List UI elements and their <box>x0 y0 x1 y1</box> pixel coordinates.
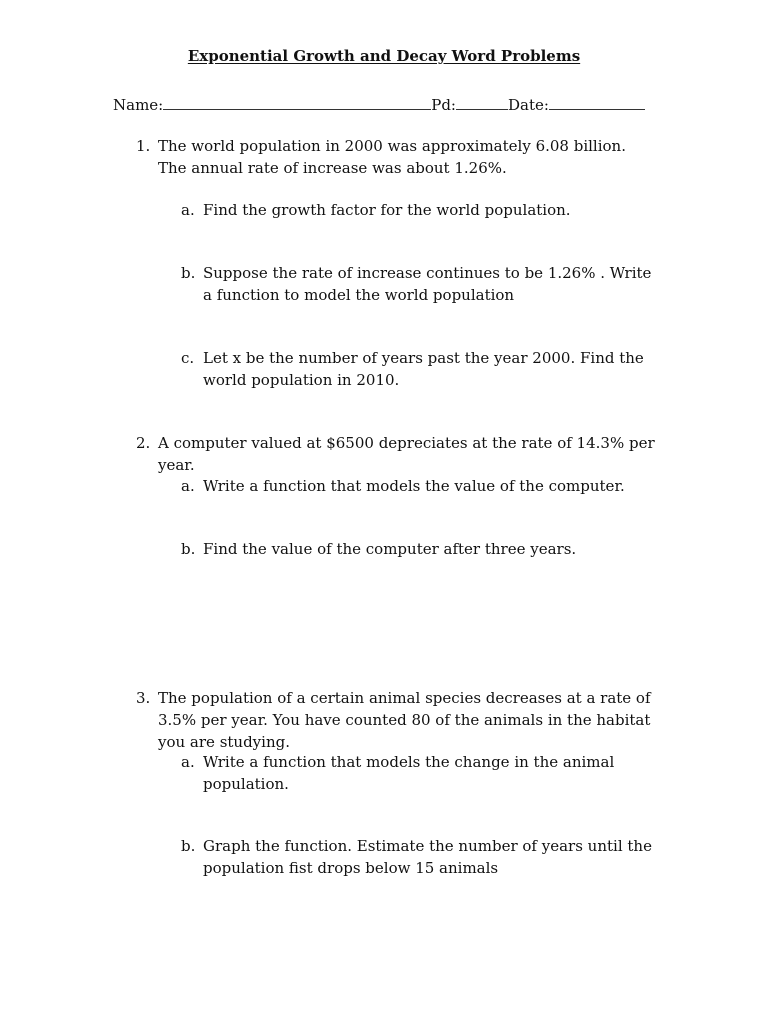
part-letter: a. <box>181 753 195 771</box>
worksheet-title: Exponential Growth and Decay Word Problems <box>187 47 581 65</box>
question-number: 2. <box>136 434 151 452</box>
part-letter: c. <box>181 349 195 367</box>
part-letter: b. <box>181 837 196 855</box>
date-label: Date: <box>507 96 549 114</box>
part-text: Write a function that models the value of the computer. <box>203 477 625 495</box>
part-letter: a. <box>181 201 195 219</box>
part-text: Find the value of the computer after three years. <box>203 540 577 558</box>
part-text: Let x be the number of years past the year 2000. Find the world population in 2010. <box>203 349 644 389</box>
name-label: Name: <box>113 96 164 114</box>
part-text: Suppose the rate of increase continues to be 1.26% . Write a function to model the world population <box>203 264 652 304</box>
part-letter: a. <box>181 477 195 495</box>
question-text: The world population in 2000 was approximately 6.08 billion. The annual rate of increase was about 1.26%. <box>158 137 626 177</box>
question-text: The population of a certain animal species decreases at a rate of 3.5% per year. You have counted 80 of the animals in the habitat you are studying. <box>158 689 651 751</box>
part-text: Graph the function. Estimate the number of years until the population fist drops below 15 animals <box>203 837 652 877</box>
question-text: A computer valued at $6500 depreciates at the rate of 14.3% per year. <box>158 434 655 474</box>
part-letter: b. <box>181 264 196 282</box>
name-blank <box>163 94 431 110</box>
student-info-line <box>113 94 658 114</box>
part-letter: b. <box>181 540 196 558</box>
part-text: Find the growth factor for the world population. <box>203 201 571 219</box>
question-number: 3. <box>136 689 151 707</box>
pd-label: Pd: <box>431 96 456 114</box>
pd-blank <box>456 94 508 110</box>
question-number: 1. <box>136 137 151 155</box>
date-blank <box>549 94 645 110</box>
part-text: Write a function that models the change in the animal population. <box>203 753 615 793</box>
